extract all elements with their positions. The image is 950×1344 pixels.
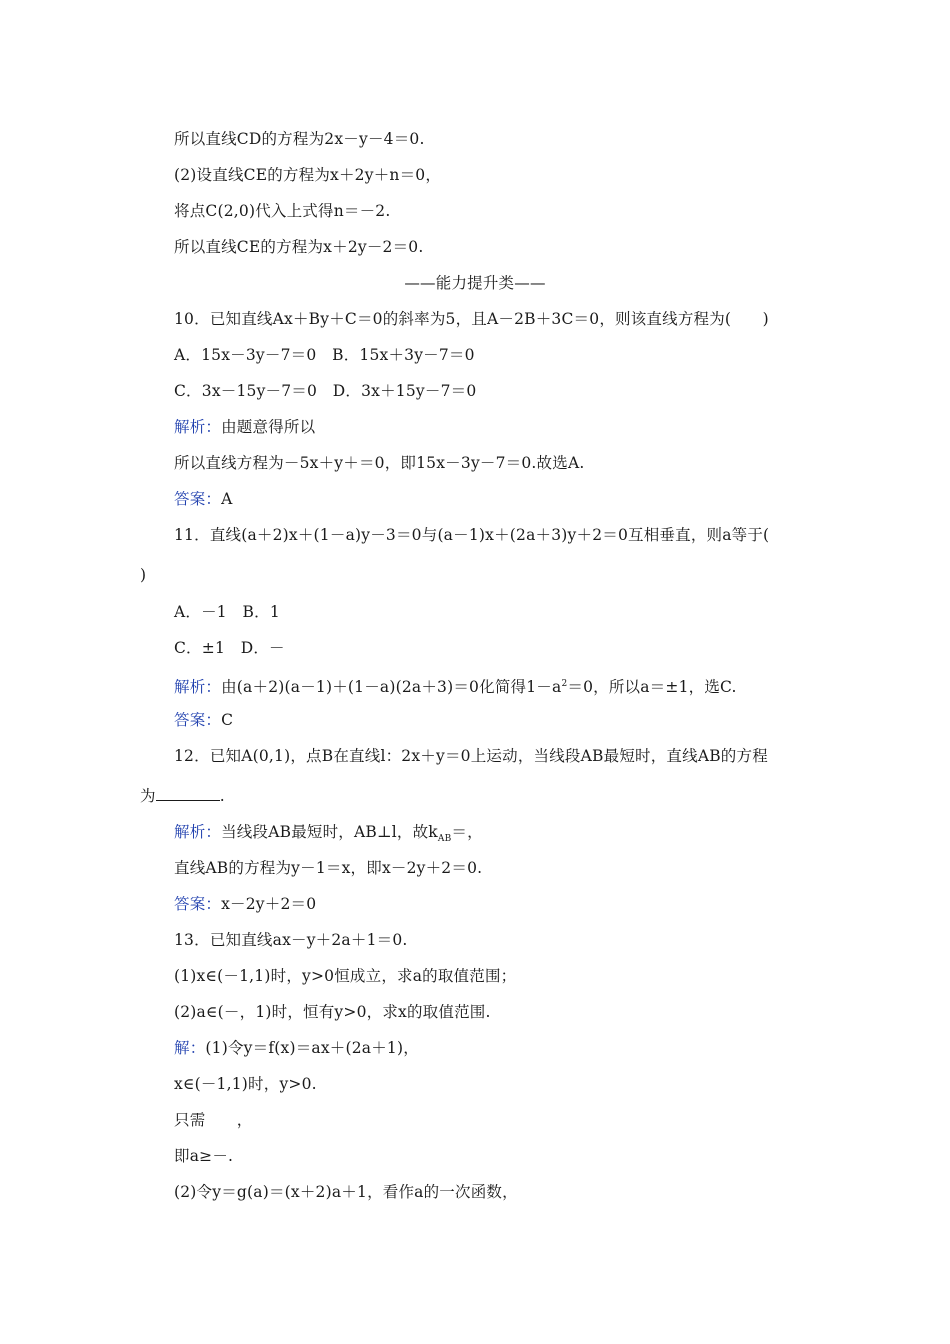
q13-part2: (2)a∈(－，1)时，恒有y>0，求x的取值范围. bbox=[174, 1003, 491, 1021]
q13-solution-line2: x∈(－1,1)时，y>0. bbox=[174, 1075, 317, 1093]
text-line: 将点C(2,0)代入上式得n＝－2. bbox=[174, 202, 391, 220]
q13-solution: 解：(1)令y＝f(x)＝ax＋(2a＋1)， bbox=[174, 1039, 419, 1057]
q12-solution-line2: 直线AB的方程为y－1＝x，即x－2y＋2＝0. bbox=[174, 859, 483, 877]
q13-solution-line3: 只需 ， bbox=[174, 1111, 253, 1129]
text-line: 所以直线CD的方程为2x－y－4＝0. bbox=[174, 130, 425, 148]
q12-answer: 答案：x－2y＋2＝0 bbox=[174, 895, 317, 913]
question-12: 12．已知A(0,1)，点B在直线l：2x＋y＝0上运动，当线段AB最短时，直线AB的方程 bbox=[174, 747, 768, 765]
q10-solution: 解析：由题意得所以 bbox=[174, 418, 316, 436]
solution-label: 解： bbox=[174, 1039, 206, 1057]
q11-options-ab: A．－1 B．1 bbox=[174, 603, 280, 621]
answer-label: 答案： bbox=[174, 711, 222, 729]
question-13: 13．已知直线ax－y＋2a＋1＝0. bbox=[174, 931, 408, 949]
q10-options-ab: A．15x－3y－7＝0 B．15x＋3y－7＝0 bbox=[174, 346, 475, 364]
q11-solution: 解析：由(a＋2)(a－1)＋(1－a)(2a＋3)＝0化简得$1-a^2=0$，所以a＝±1，选C. bbox=[174, 678, 737, 697]
q13-solution-line4: 即a≥－. bbox=[174, 1147, 234, 1165]
answer-label: 答案： bbox=[174, 895, 222, 913]
answer-label: 答案： bbox=[174, 490, 222, 508]
question-10: 10．已知直线Ax＋By＋C＝0的斜率为5，且A－2B＋3C＝0，则该直线方程为( ) bbox=[174, 310, 769, 328]
question-11: 11．直线(a＋2)x＋(1－a)y－3＝0与(a－1)x＋(2a＋3)y＋2＝0互相垂直，则a等于( bbox=[174, 526, 770, 544]
text-line: (2)设直线CE的方程为x＋2y＋n＝0， bbox=[174, 166, 442, 184]
section-heading: ——能力提升类—— bbox=[404, 274, 546, 292]
answer-blank bbox=[156, 786, 220, 801]
q12-solution: 解析：当线段AB最短时，AB⊥l，故$k_{AB}=$， bbox=[174, 823, 483, 845]
q10-answer: 答案：A bbox=[174, 490, 233, 508]
q13-part1: (1)x∈(－1,1)时，y>0恒成立，求a的取值范围； bbox=[174, 967, 517, 985]
q13-solution-line5: (2)令y＝g(a)＝(x＋2)a＋1，看作a的一次函数， bbox=[174, 1183, 518, 1201]
question-12-cont: 为 . bbox=[140, 787, 225, 805]
q10-options-cd: C．3x－15y－7＝0 D．3x＋15y－7＝0 bbox=[174, 382, 477, 400]
solution-label: 解析： bbox=[174, 418, 222, 436]
solution-label: 解析： bbox=[174, 823, 222, 841]
q11-options-cd: C．±1 D．－ bbox=[174, 639, 285, 657]
q11-answer: 答案：C bbox=[174, 711, 234, 729]
text-line: 所以直线CE的方程为x＋2y－2＝0. bbox=[174, 238, 424, 256]
question-11-cont: ) bbox=[140, 566, 147, 584]
q10-solution-line2: 所以直线方程为－5x＋y＋＝0，即15x－3y－7＝0.故选A. bbox=[174, 454, 585, 472]
solution-label: 解析： bbox=[174, 678, 222, 697]
